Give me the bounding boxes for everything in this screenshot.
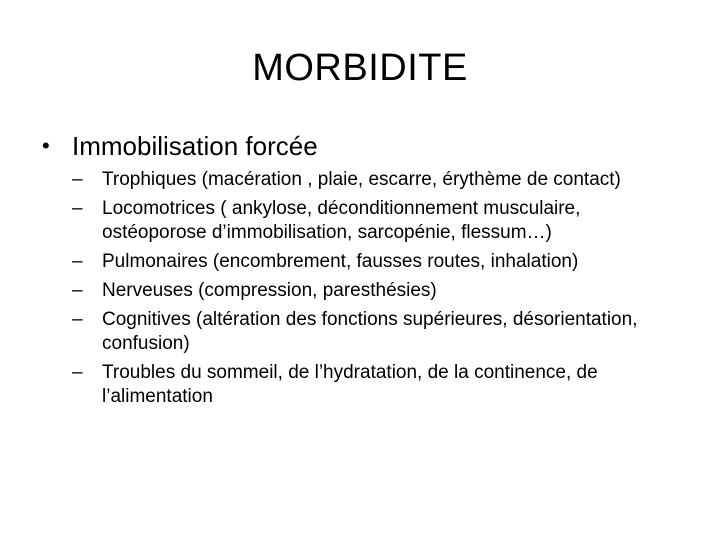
sub-bullet-list <box>66 168 676 409</box>
sub-bullet-item <box>66 308 676 356</box>
bullet-icon: • <box>42 133 50 158</box>
sub-bullet-item <box>66 250 676 274</box>
dash-icon: – <box>72 251 83 272</box>
dash-icon: – <box>72 362 83 383</box>
dash-icon: – <box>72 280 83 301</box>
main-bullet-text: Immobilisation forcée <box>72 131 318 161</box>
sub-bullet-text: Trophiques (macération , plaie, escarre, érythème de contact) <box>102 169 621 190</box>
main-bullet-point <box>36 128 676 164</box>
sub-bullet-item <box>66 168 676 192</box>
sub-bullet-text: Cognitives (altération des fonctions supérieures, désorientation, confusion) <box>102 309 638 354</box>
sub-bullet-text: Locomotrices ( ankylose, déconditionnement musculaire, ostéoporose d’immobilisation, sarcopénie, flessum…) <box>102 198 581 243</box>
sub-bullet-text: Pulmonaires (encombrement, fausses routes, inhalation) <box>102 251 579 272</box>
sub-bullet-item <box>66 197 676 245</box>
sub-bullet-text: Nerveuses (compression, paresthésies) <box>102 280 437 301</box>
sub-bullet-text: Troubles du sommeil, de l’hydratation, de la continence, de l’alimentation <box>102 362 598 407</box>
sub-bullet-item <box>66 279 676 303</box>
dash-icon: – <box>72 309 83 330</box>
dash-icon: – <box>72 198 83 219</box>
slide-content <box>36 128 676 414</box>
slide-title: MORBIDITE <box>252 47 468 89</box>
dash-icon: – <box>72 169 83 190</box>
sub-bullet-item <box>66 361 676 409</box>
